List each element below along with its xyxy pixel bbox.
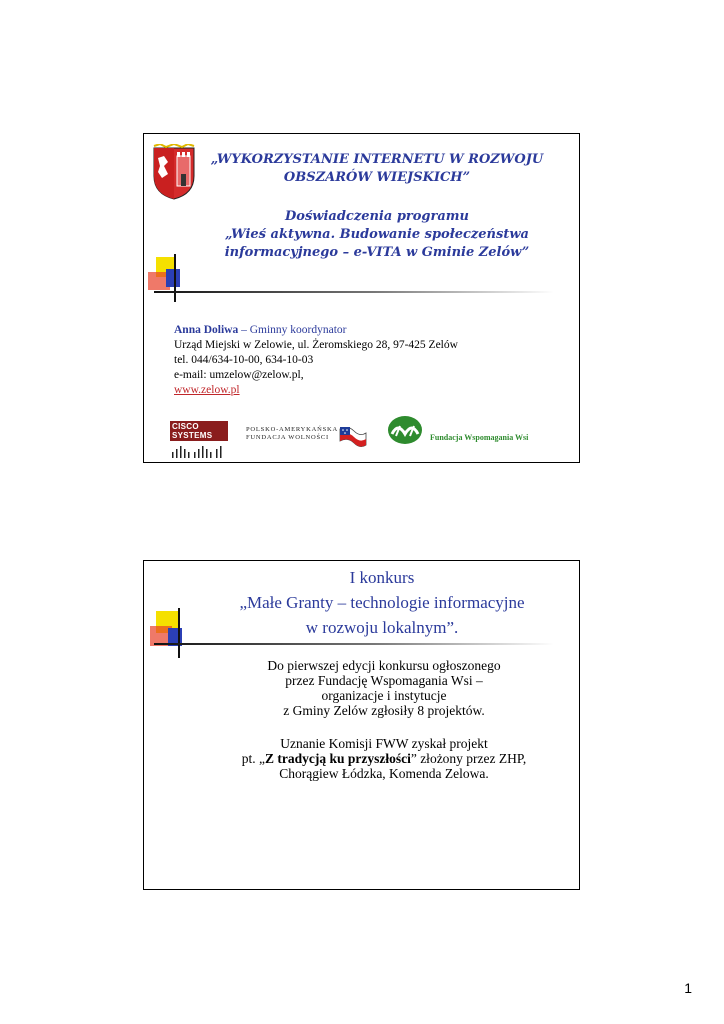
paragraph-1-line-4: z Gminy Zelów zgłosiły 8 projektów. — [283, 703, 485, 718]
slide-1-subtitle-line-2: „Wieś aktywna. Budowanie społeczeństwa — [225, 227, 529, 242]
paragraph-1-line-1: Do pierwszej edycji konkursu ogłoszonego — [267, 658, 501, 673]
slide-1-subtitle — [192, 208, 562, 262]
cisco-logo — [170, 421, 228, 451]
pafw-logo-line-2: FUNDACJA WOLNOŚCI — [246, 434, 330, 441]
slide-2-paragraph-2 — [204, 736, 564, 781]
divider-line — [154, 291, 554, 293]
fww-logo-text: Fundacja Wspomagania Wsi — [430, 433, 529, 442]
contact-address: Urząd Miejski w Zelowie, ul. Żeromskiego 28, 97-425 Zelów — [174, 339, 458, 351]
pafw-logo — [246, 426, 338, 442]
paragraph-2-line-3: Chorągiew Łódzka, Komenda Zelowa. — [279, 766, 489, 781]
slide-2-title — [192, 565, 572, 640]
divider-line — [154, 643, 554, 645]
paragraph-2-prefix: pt. „ — [241, 751, 265, 766]
slide-1-title-line-1: „WYKORZYSTANIE INTERNETU W ROZWOJU — [210, 152, 544, 167]
slide-2-title-line-1: I konkurs — [349, 568, 415, 587]
fww-logo-icon — [386, 414, 424, 446]
project-title: Z tradycją ku przyszłości — [264, 751, 411, 766]
contact-email: e-mail: umzelow@zelow.pl, — [174, 369, 304, 381]
paragraph-2-line-2 — [204, 751, 564, 766]
contact-role: – Gminny koordynator — [238, 324, 347, 336]
coat-of-arms-icon — [152, 144, 196, 200]
slide-1-subtitle-line-1: Doświadczenia programu — [285, 209, 469, 224]
slide-1-title — [192, 151, 562, 187]
slide-2-title-line-3: w rozwoju lokalnym”. — [305, 618, 459, 637]
paragraph-2-suffix: ” złożony przez ZHP, — [410, 751, 527, 766]
paragraph-1-line-2: przez Fundację Wspomagania Wsi – — [285, 673, 483, 688]
slide-2 — [143, 560, 580, 890]
slide-1 — [143, 133, 580, 463]
slide-1-subtitle-line-3: informacyjnego – e-VITA w Gminie Zelów” — [224, 245, 530, 260]
slide-2-title-line-2: „Małe Granty – technologie informacyjne — [239, 593, 525, 612]
website-link[interactable]: www.zelow.pl — [174, 384, 240, 396]
cisco-bars-icon — [170, 442, 226, 458]
slide-1-title-line-2: OBSZARÓW WIEJSKICH” — [283, 170, 471, 185]
slide-2-paragraph-1 — [204, 658, 564, 718]
contact-block — [174, 323, 458, 398]
decorative-squares — [144, 254, 204, 314]
paragraph-1-line-3: organizacje i instytucje — [321, 688, 447, 703]
pafw-flag-icon — [338, 423, 368, 451]
contact-name: Anna Doliwa — [174, 324, 239, 336]
paragraph-2-line-1: Uznanie Komisji FWW zyskał projekt — [280, 736, 488, 751]
page-number: 1 — [684, 980, 692, 996]
contact-phone: tel. 044/634-10-00, 634-10-03 — [174, 354, 314, 366]
cisco-logo-text: CISCO SYSTEMS — [170, 421, 228, 441]
pafw-logo-line-1: POLSKO-AMERYKAŃSKA — [246, 426, 339, 433]
